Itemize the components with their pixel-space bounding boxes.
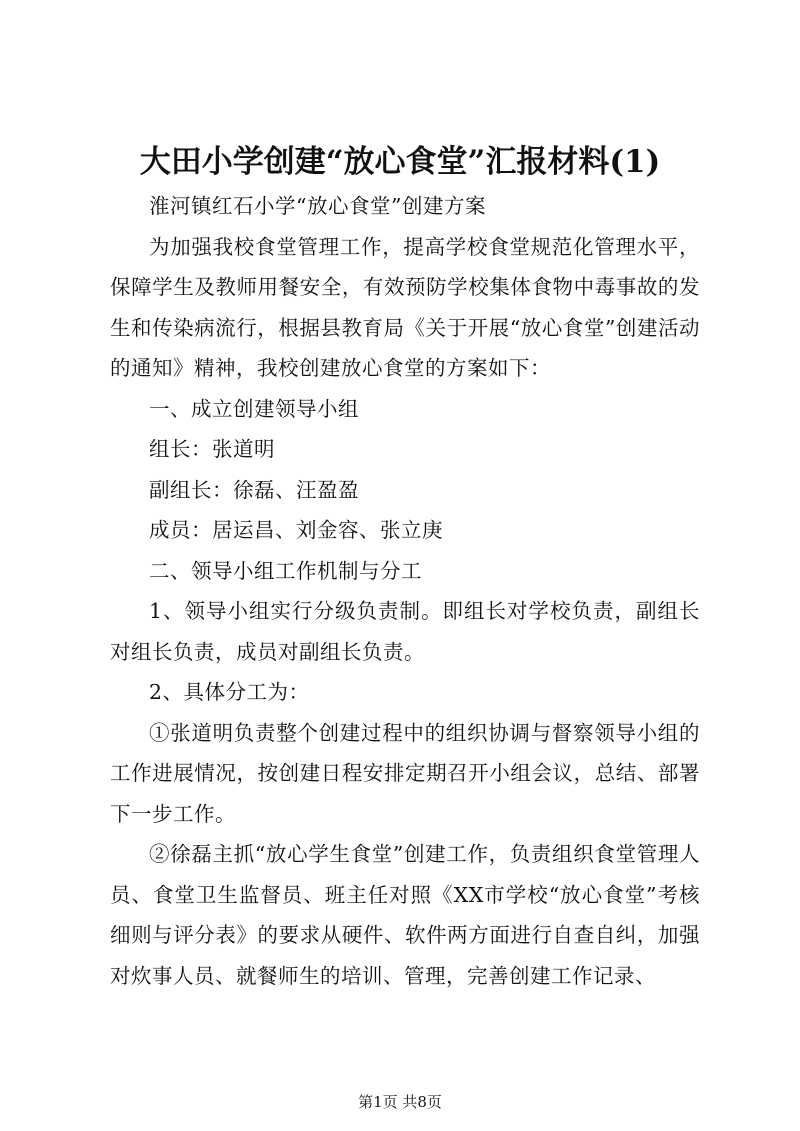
paragraph-members: 成员：居运昌、刘金容、张立庚 xyxy=(149,518,443,542)
paragraph-duty-zhang: ①张道明负责整个创建过程中的组织协调与督察领导小组的工作进展情况，按创建日程安排定期召开小组会议，总结、部署下一步工作。 xyxy=(110,720,700,826)
paragraph-intro: 为加强我校食堂管理工作，提高学校食堂规范化管理水平，保障学生及教师用餐安全，有效预防学校集体食物中毒事故的发生和传染病流行，根据县教育局《关于开展“放心食堂”创建活动的通知》精神，我校创建放心食堂的方案如下： xyxy=(110,234,700,380)
paragraph-group-leader: 组长：张道明 xyxy=(149,437,275,461)
paragraph-plan-title: 淮河镇红石小学“放心食堂”创建方案 xyxy=(149,194,486,218)
section-heading-work-mechanism: 二、领导小组工作机制与分工 xyxy=(149,558,422,583)
paragraph-deputy-leaders: 副组长：徐磊、汪盈盈 xyxy=(149,477,359,502)
section-heading-leadership-group: 一、成立创建领导小组 xyxy=(149,396,359,421)
page-number-footer: 第1页 共8页 xyxy=(358,1093,442,1111)
paragraph-duty-xu: ②徐磊主抓“放心学生食堂”创建工作，负责组织食堂管理人员、食堂卫生监督员、班主任对照《XX市学校“放心食堂”考核细则与评分表》的要求从硬件、软件两方面进行自查自纠，加强对炊事人员、就餐师生的培训、管理，完善创建工作记录、 xyxy=(110,842,700,988)
paragraph-division-heading: 2、具体分工为： xyxy=(149,680,310,704)
document-title: 大田小学创建“放心食堂”汇报材料(1) xyxy=(139,144,661,180)
paragraph-responsibility-system: 1、领导小组实行分级负责制。即组长对学校负责，副组长对组长负责，成员对副组长负责。 xyxy=(110,599,700,664)
document-body xyxy=(110,186,700,996)
